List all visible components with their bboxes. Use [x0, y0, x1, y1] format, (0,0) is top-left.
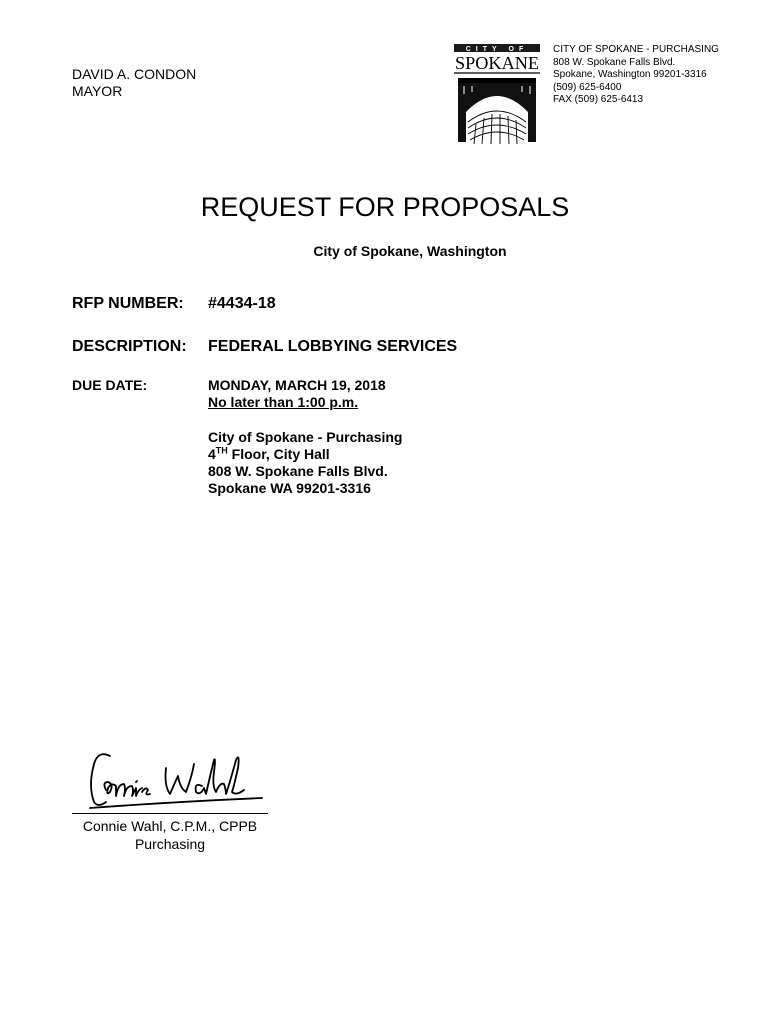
due-date-value: MONDAY, MARCH 19, 2018	[208, 377, 386, 393]
signer-block	[72, 817, 268, 853]
rfp-number-value: #4434-18	[208, 295, 276, 312]
signer-name: Connie Wahl, C.P.M., CPPB	[82, 818, 258, 834]
address-block	[553, 44, 719, 107]
document-title: REQUEST FOR PROPOSALS	[200, 192, 570, 222]
due-date-block	[208, 377, 402, 497]
phone-number: (509) 625-6400	[553, 81, 622, 93]
location-line-2	[208, 446, 402, 463]
floor-rest: Floor, City Hall	[227, 446, 330, 462]
location-line-4: Spokane WA 99201-3316	[208, 480, 371, 496]
address-line-1: CITY OF SPOKANE - PURCHASING	[553, 44, 719, 55]
address-line-3: Spokane, Washington 99201-3316	[553, 69, 707, 80]
city-of-spokane-logo	[454, 42, 540, 146]
due-time-value: No later than 1:00 p.m.	[208, 394, 359, 410]
location-line-1: City of Spokane - Purchasing	[208, 429, 403, 445]
floor-suffix: TH	[215, 445, 228, 456]
signer-department: Purchasing	[134, 836, 206, 852]
signature-line	[72, 813, 268, 814]
description-value: FEDERAL LOBBYING SERVICES	[208, 338, 458, 355]
mayor-title: MAYOR	[72, 83, 123, 99]
location-line-3: 808 W. Spokane Falls Blvd.	[208, 463, 388, 479]
fax-number: FAX (509) 625-6413	[553, 94, 644, 105]
rfp-number-label: RFP NUMBER:	[72, 295, 184, 312]
handwritten-signature	[80, 746, 280, 816]
description-label: DESCRIPTION:	[72, 338, 187, 355]
logo-name-text: SPOKANE	[455, 53, 540, 73]
document-subtitle: City of Spokane, Washington	[313, 243, 507, 259]
address-line-2: 808 W. Spokane Falls Blvd.	[553, 56, 676, 68]
mayor-block	[72, 66, 196, 100]
due-date-label: DUE DATE:	[72, 377, 148, 393]
floor-number: 4	[208, 446, 216, 462]
logo-top-text: CITY OF	[465, 46, 529, 53]
mayor-name: DAVID A. CONDON	[72, 66, 197, 82]
